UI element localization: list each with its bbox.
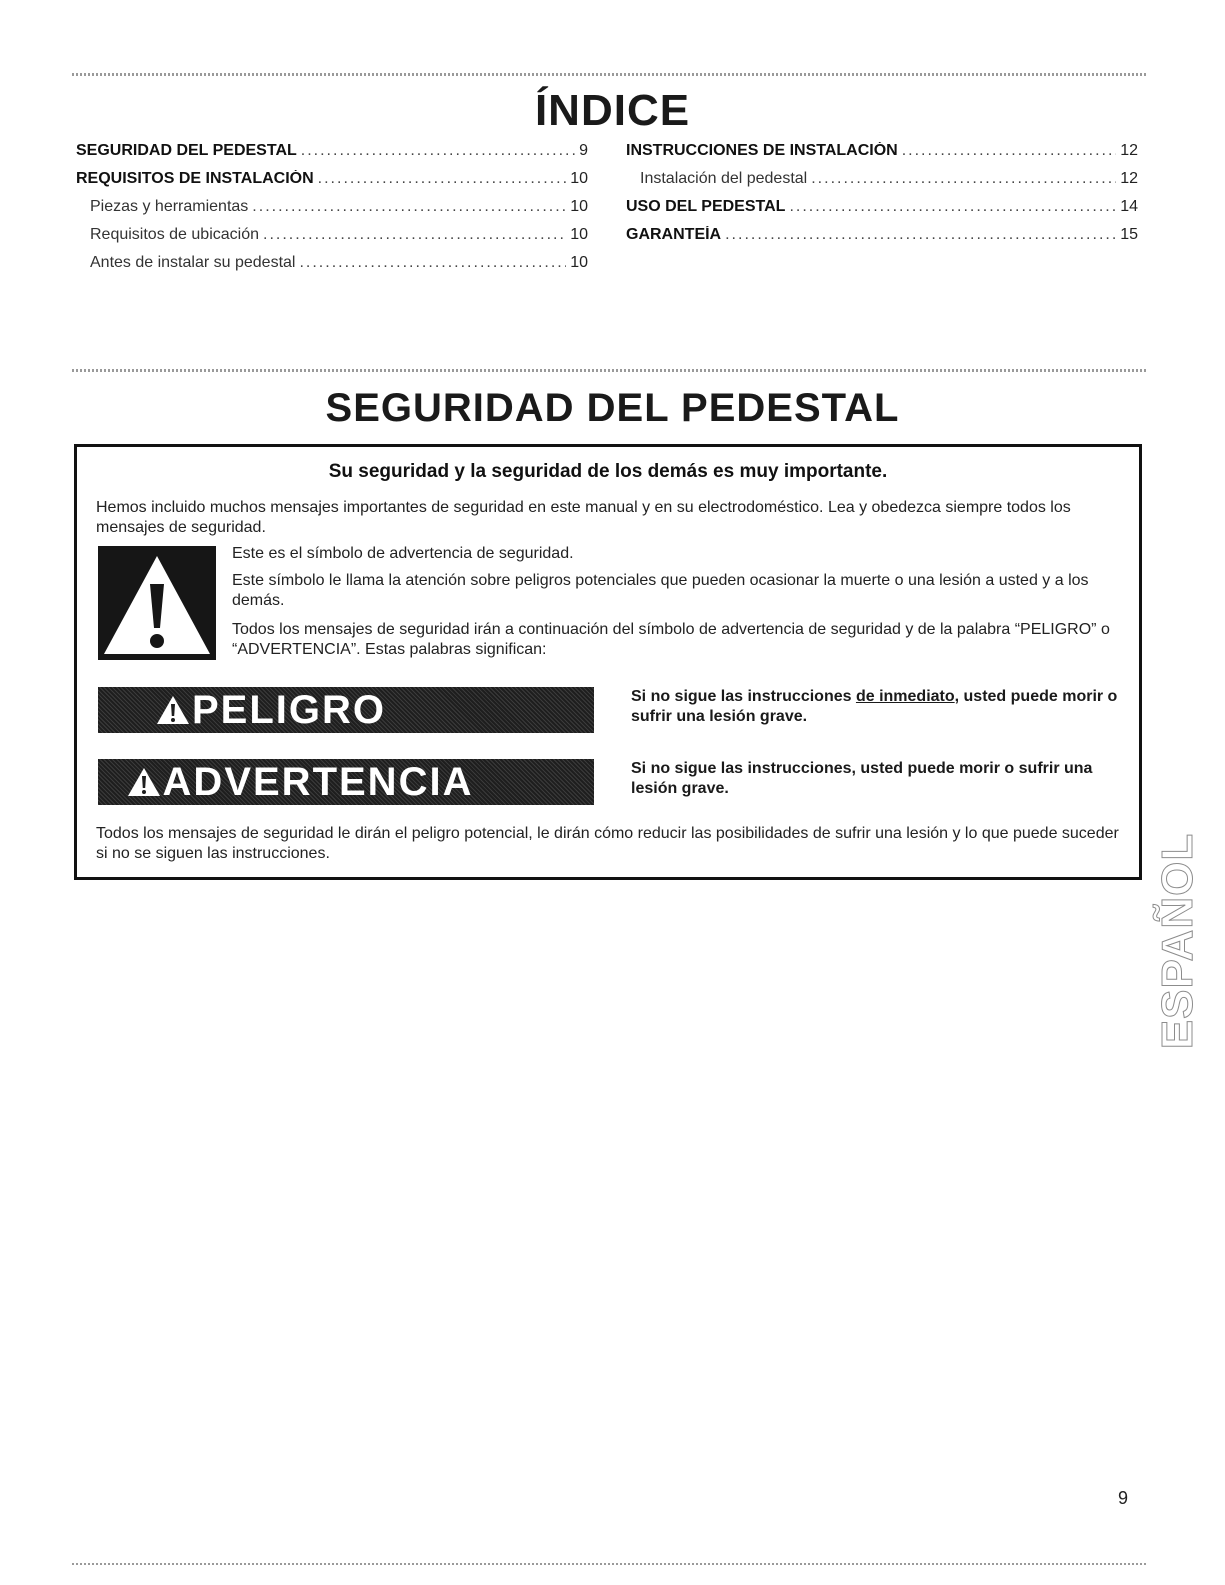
toc-leader-dots [252,198,566,216]
toc-leader-dots [299,254,566,272]
warning-description: Si no sigue las instrucciones, usted puede morir o sufrir una lesión grave. [631,760,1093,797]
safety-heading: Su seguridad y la seguridad de los demás es muy importante. [328,461,888,482]
warning-label: ADVERTENCIA [162,759,474,804]
toc-entry[interactable] [626,226,1138,254]
toc-entry-page: 9 [579,142,588,159]
toc-entry-page: 10 [570,254,588,271]
toc-entry-label: GARANTEÍA [626,226,722,243]
toc-leader-dots [725,226,1116,244]
toc-entry-label: REQUISITOS DE INSTALACIÓN [76,170,314,187]
toc-entry-page: 15 [1120,226,1138,243]
top-dotted-rule [72,73,1148,76]
danger-text-emphasis: de inmediato [855,688,955,705]
language-side-tab [1152,818,1204,1064]
toc-subentry[interactable] [76,198,588,226]
toc-entry-label: Piezas y herramientas [90,198,249,215]
symbol-description-1: Este es el símbolo de advertencia de seguridad. [232,545,574,562]
danger-text-start: Si no sigue las instrucciones [631,688,856,705]
toc-leader-dots [263,226,566,244]
danger-description [631,687,1121,727]
symbol-description-2: Este símbolo le llama la atención sobre peligros potenciales que pueden ocasionar la muerte o una lesión a usted y a los demás. [232,572,1089,609]
toc-entry-page: 12 [1120,170,1138,187]
closing-paragraph: Todos los mensajes de seguridad le dirán el peligro potencial, le dirán cómo reducir las posibilidades de sufrir una lesión y lo que puede suceder si no se siguen las instrucciones. [96,825,1119,862]
toc-entry[interactable] [76,142,588,170]
toc-leader-dots [789,198,1116,216]
toc-entry[interactable] [76,170,588,198]
toc-subentry[interactable] [626,170,1138,198]
symbol-description-3: Todos los mensajes de seguridad irán a continuación del símbolo de advertencia de seguridad y de la palabra “PELIGRO” o “ADVERTENCIA”. Estas palabras significan: [232,621,1110,658]
section-title: SEGURIDAD DEL PEDESTAL [325,386,900,430]
intro-paragraph: Hemos incluido muchos mensajes importantes de seguridad en este manual y en su electrodoméstico. Lea y obedezca siempre todos los mensajes de seguridad. [96,499,1071,536]
toc-right-column [626,142,1138,254]
safety-alert-symbol [98,546,216,660]
alert-triangle-icon [156,695,190,725]
toc-entry-page: 12 [1120,142,1138,159]
toc-entry-page: 10 [570,170,588,187]
toc-leader-dots [902,142,1116,160]
toc-entry-label: Instalación del pedestal [640,170,808,187]
toc-entry-label: Antes de instalar su pedestal [90,254,296,271]
danger-text-end: , usted puede morir o sufrir una lesión grave. [631,688,1118,725]
toc-subentry[interactable] [76,226,588,254]
toc-entry-label: Requisitos de ubicación [90,226,259,243]
language-label: ESPAÑOL [1153,832,1202,1050]
danger-label: PELIGRO [191,687,387,732]
toc-entry[interactable] [626,142,1138,170]
toc-leader-dots [318,170,567,188]
toc-entry-page: 10 [570,226,588,243]
toc-leader-dots [811,170,1116,188]
toc-leader-dots [301,142,575,160]
toc-left-column [76,142,588,282]
warning-signal-banner [98,759,594,805]
toc-entry-label: INSTRUCCIONES DE INSTALACIÓN [626,142,898,159]
page-number: 9 [1118,1488,1129,1508]
toc-entry-label: SEGURIDAD DEL PEDESTAL [76,142,297,159]
section-dotted-rule [72,369,1148,372]
toc-entry-label: USO DEL PEDESTAL [626,198,786,215]
toc-subentry[interactable] [76,254,588,282]
warning-triangle-icon [98,546,216,660]
index-title: ÍNDICE [534,86,691,135]
bottom-rule [72,1563,1148,1565]
toc-entry[interactable] [626,198,1138,226]
alert-triangle-icon [127,767,161,797]
danger-signal-banner [98,687,594,733]
toc-entry-page: 10 [570,198,588,215]
safety-message-box [74,444,1142,880]
toc-entry-page: 14 [1120,198,1138,215]
